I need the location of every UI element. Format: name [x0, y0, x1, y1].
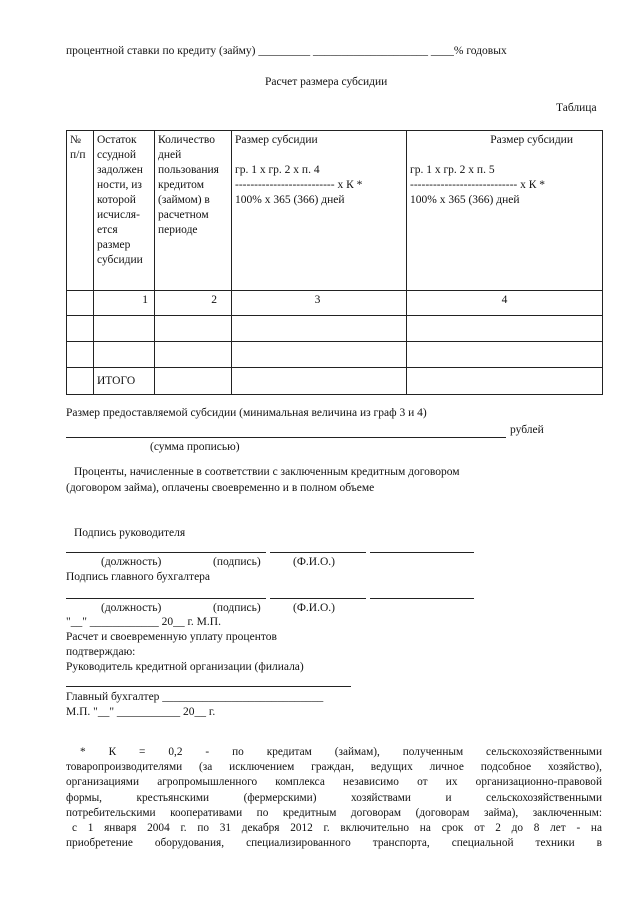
- table-cell: [232, 316, 407, 342]
- accountant-position-caption: (должность): [101, 602, 162, 614]
- footnote-line: товаропроизводителями (за исключением граждан, ведущих личное подсобное хозяйство),: [66, 761, 602, 774]
- table-row: [67, 342, 603, 368]
- table-cell: [67, 316, 94, 342]
- date-stamp-line: "__" ____________ 20__ г. М.П.: [66, 616, 221, 628]
- accountant-signature-caption: (подпись): [213, 602, 261, 614]
- footnote-line: с 1 января 2004 г. по 31 декабря 2012 г. включительно на срок от 2 до 8 лет - на: [72, 822, 602, 835]
- document-title: Расчет размера субсидии: [265, 76, 388, 88]
- header-subsidy-formula-2: гр. 1 х гр. 2 х п. 5 ---------------------------- х К * 100% х 365 (366) дней: [410, 164, 546, 206]
- bank-confirm-line-1: Расчет и своевременную уплату процентов: [66, 631, 277, 643]
- chief-accountant-signature-label: Подпись главного бухгалтера: [66, 571, 211, 583]
- table-label: Таблица: [556, 102, 597, 114]
- table-cell: [155, 342, 232, 368]
- head-position-caption: (должность): [101, 556, 162, 568]
- table-cell: [67, 368, 94, 395]
- subsidy-table: [66, 130, 603, 395]
- amount-words-caption: (сумма прописью): [150, 441, 240, 453]
- interest-paid-line-1: Проценты, начисленные в соответствии с заключенным кредитным договором: [74, 466, 460, 478]
- footnote-line: приобретение оборудования, специализированного транспорта, специальной техники в: [66, 837, 602, 850]
- footnote-line: * К = 0,2 - по кредитам (займам), полученным сельскохозяйственными: [80, 746, 602, 758]
- header-loan-balance: Остаток ссудной задолжен ности, из которой исчисля- ется размер субсидии: [94, 131, 155, 291]
- head-name-line: [370, 552, 474, 553]
- column-number-3: 3: [232, 291, 407, 316]
- head-signature-caption: (подпись): [213, 556, 261, 568]
- bank-chief-accountant: Главный бухгалтер ____________________________: [66, 691, 324, 703]
- interest-rate-line: процентной ставки по кредиту (займу) _________ ____________________ ____% годовых: [66, 45, 507, 57]
- accountant-signature-line: [270, 598, 366, 599]
- footnote-line: потребительскими кооперативами по кредитным договорам (договорам займа), заключенным:: [66, 806, 602, 819]
- accountant-position-line: [66, 598, 266, 599]
- head-signature-label: Подпись руководителя: [74, 527, 186, 539]
- table-cell: [155, 368, 232, 395]
- header-subsidy-title-2: Размер субсидии: [490, 134, 573, 146]
- table-cell: [407, 316, 603, 342]
- header-subsidy-formula-2-cell: [407, 131, 603, 291]
- header-subsidy-formula-1: Размер субсидии гр. 1 х гр. 2 х п. 4 -------------------------- х К * 100% х 365 (366) дней: [232, 131, 407, 291]
- table-cell: [67, 291, 94, 316]
- table-number-row: [67, 291, 603, 316]
- subsidy-amount-label: Размер предоставляемой субсидии (минимальная величина из граф 3 и 4): [66, 407, 427, 419]
- table-cell: [155, 316, 232, 342]
- column-number-2: 2: [155, 291, 232, 316]
- footnote: [66, 745, 602, 851]
- total-label: ИТОГО: [94, 368, 155, 395]
- column-number-1: 1: [94, 291, 155, 316]
- amount-line: [66, 437, 506, 438]
- head-name-caption: (Ф.И.О.): [293, 556, 335, 568]
- accountant-name-line: [370, 598, 474, 599]
- table-cell: [67, 342, 94, 368]
- table-row: [67, 316, 603, 342]
- currency-label: рублей: [510, 424, 544, 436]
- table-header-row: [67, 131, 603, 291]
- bank-head-signature-line: [66, 686, 351, 687]
- interest-paid-line-2: (договором займа), оплачены своевременно и в полном объеме: [66, 482, 375, 494]
- head-signature-line: [270, 552, 366, 553]
- head-position-line: [66, 552, 266, 553]
- header-days-count: Количество дней пользования кредитом (займом) в расчетном периоде: [155, 131, 232, 291]
- table-cell: [407, 368, 603, 395]
- accountant-name-caption: (Ф.И.О.): [293, 602, 335, 614]
- table-cell: [94, 342, 155, 368]
- footnote-line: формы, крестьянскими (фермерскими) хозяйствами и сельскохозяйственными: [66, 791, 602, 804]
- footnote-line: организациями агропромышленного комплекса независимо от их организационно-правовой: [66, 776, 602, 789]
- bank-stamp-line: М.П. "__" ___________ 20__ г.: [66, 706, 216, 718]
- header-number: № п/п: [67, 131, 94, 291]
- bank-head-label: Руководитель кредитной организации (филиала): [66, 661, 304, 673]
- table-cell: [94, 316, 155, 342]
- table-cell: [407, 342, 603, 368]
- table-cell: [232, 368, 407, 395]
- table-cell: [232, 342, 407, 368]
- table-total-row: [67, 368, 603, 395]
- bank-confirm-line-2: подтверждаю:: [66, 646, 136, 658]
- column-number-4: 4: [407, 291, 603, 316]
